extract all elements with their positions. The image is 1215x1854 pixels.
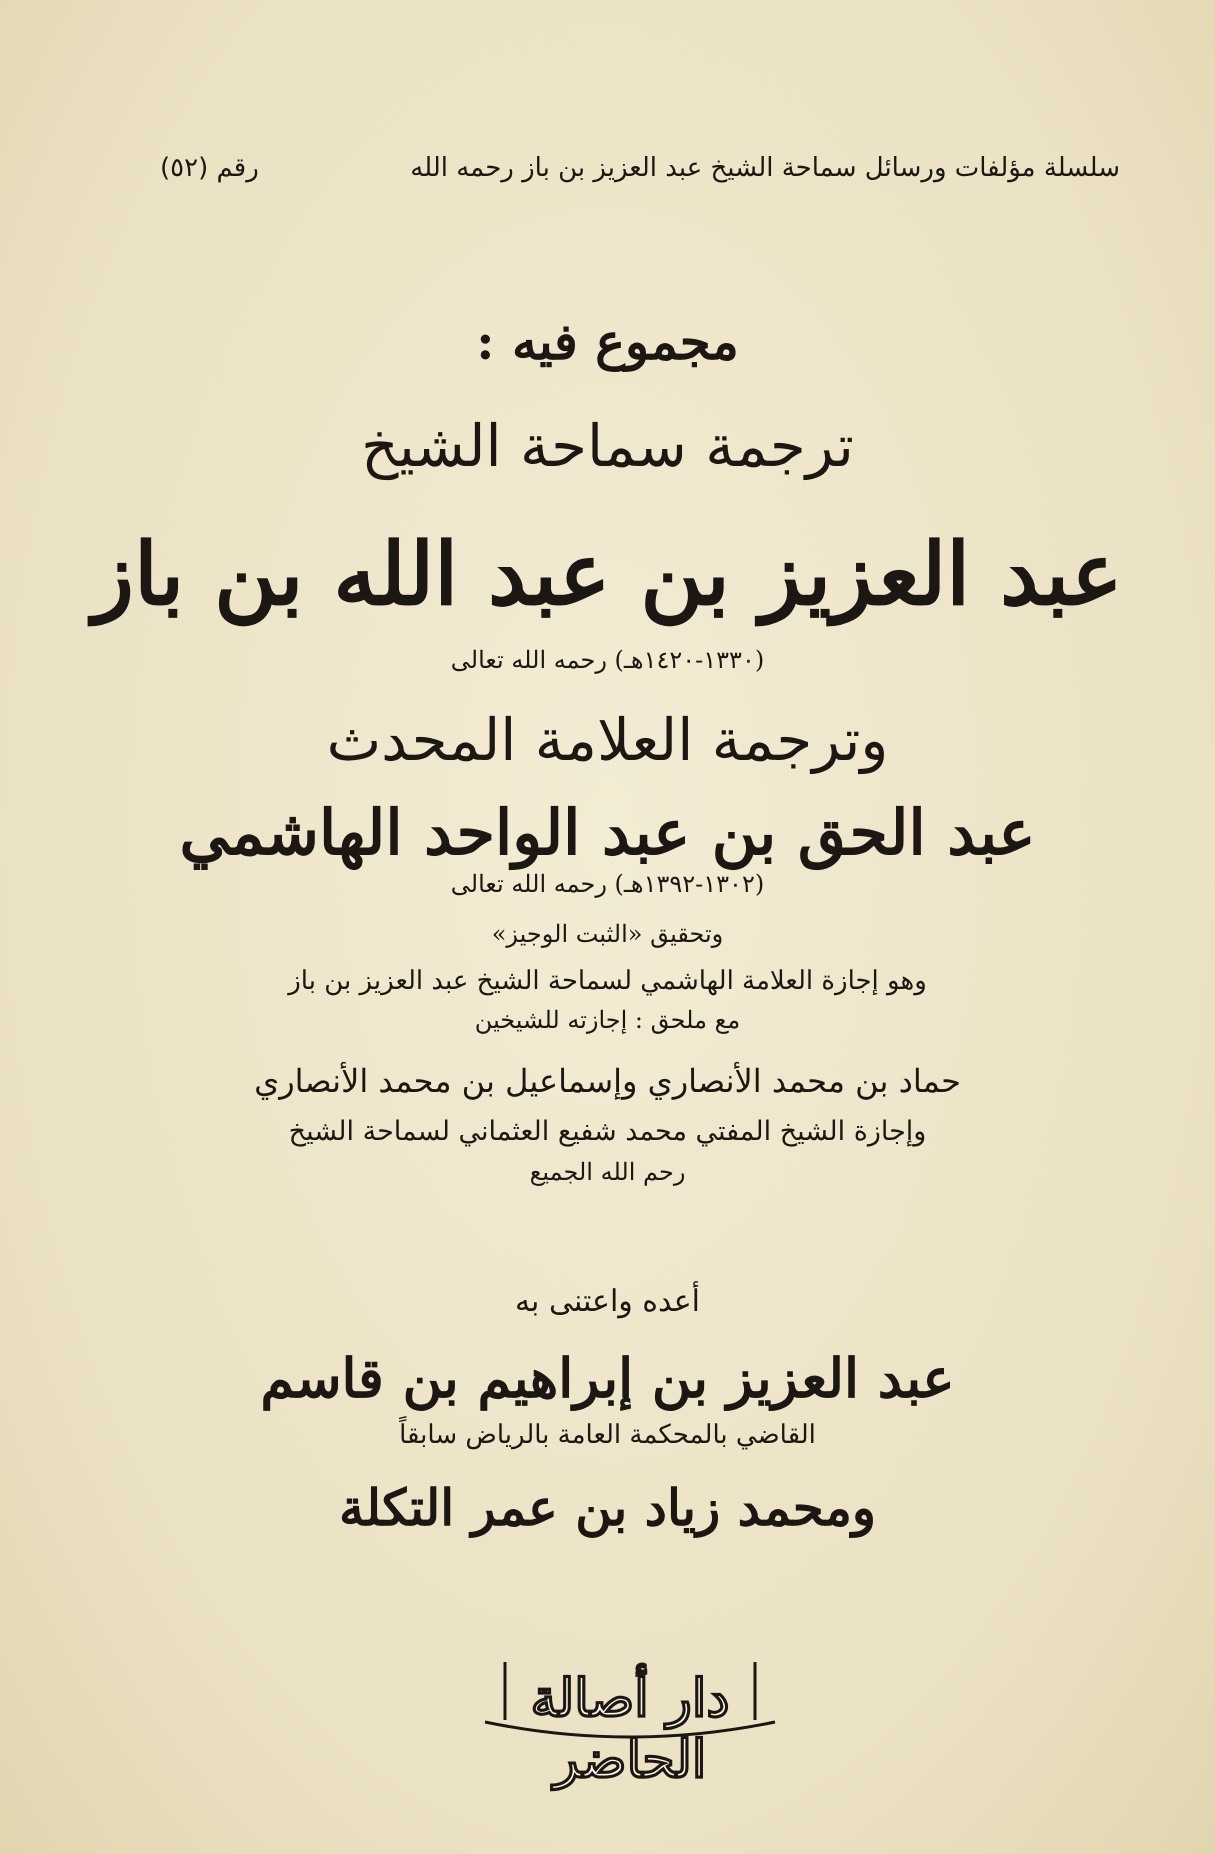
translation-heading-1: ترجمة سماحة الشيخ bbox=[361, 412, 854, 480]
lifespan-dates-2: (١٣٠٢-١٣٩٢هـ) رحمه الله تعالى bbox=[450, 870, 765, 898]
appendix-line: مع ملحق : إجازته للشيخين bbox=[474, 1006, 741, 1034]
ijaza-description: وهو إجازة العلامة الهاشمي لسماحة الشيخ عبد العزيز بن باز bbox=[288, 966, 927, 996]
publisher-name: دار أصالة الحاضر bbox=[530, 1668, 730, 1790]
author-1-role: القاضي بالمحكمة العامة بالرياض سابقاً bbox=[399, 1420, 816, 1450]
series-number: رقم (٥٢) bbox=[160, 153, 259, 183]
collection-intro: مجموع فيه : bbox=[476, 312, 739, 371]
series-header bbox=[160, 140, 1120, 196]
publisher-logo bbox=[465, 1642, 795, 1790]
translation-heading-2: وترجمة العلامة المحدث bbox=[326, 706, 889, 774]
mufti-ijaza-line: وإجازة الشيخ المفتي محمد شفيع العثماني لسماحة الشيخ bbox=[288, 1116, 927, 1147]
lifespan-dates-1: (١٣٣٠-١٤٢٠هـ) رحمه الله تعالى bbox=[450, 646, 765, 674]
author-2-name: ومحمد زياد بن عمر التكلة bbox=[338, 1478, 877, 1537]
prepared-by-label: أعده واعتنى به bbox=[514, 1284, 701, 1319]
second-scholar-name: عبد الحق بن عبد الواحد الهاشمي bbox=[179, 796, 1036, 869]
author-1-name: عبد العزيز بن إبراهيم بن قاسم bbox=[260, 1346, 955, 1410]
tahqiq-line: وتحقيق «الثبت الوجيز» bbox=[491, 920, 724, 948]
main-title-name: عبد العزيز بن عبد الله بن باز bbox=[92, 524, 1123, 625]
series-title: سلسلة مؤلفات ورسائل سماحة الشيخ عبد العزيز بن باز رحمه الله bbox=[410, 153, 1120, 183]
rahimahum-line: رحم الله الجميع bbox=[529, 1158, 686, 1186]
two-shaykhs-names: حماد بن محمد الأنصاري وإسماعيل بن محمد الأنصاري bbox=[254, 1062, 961, 1100]
